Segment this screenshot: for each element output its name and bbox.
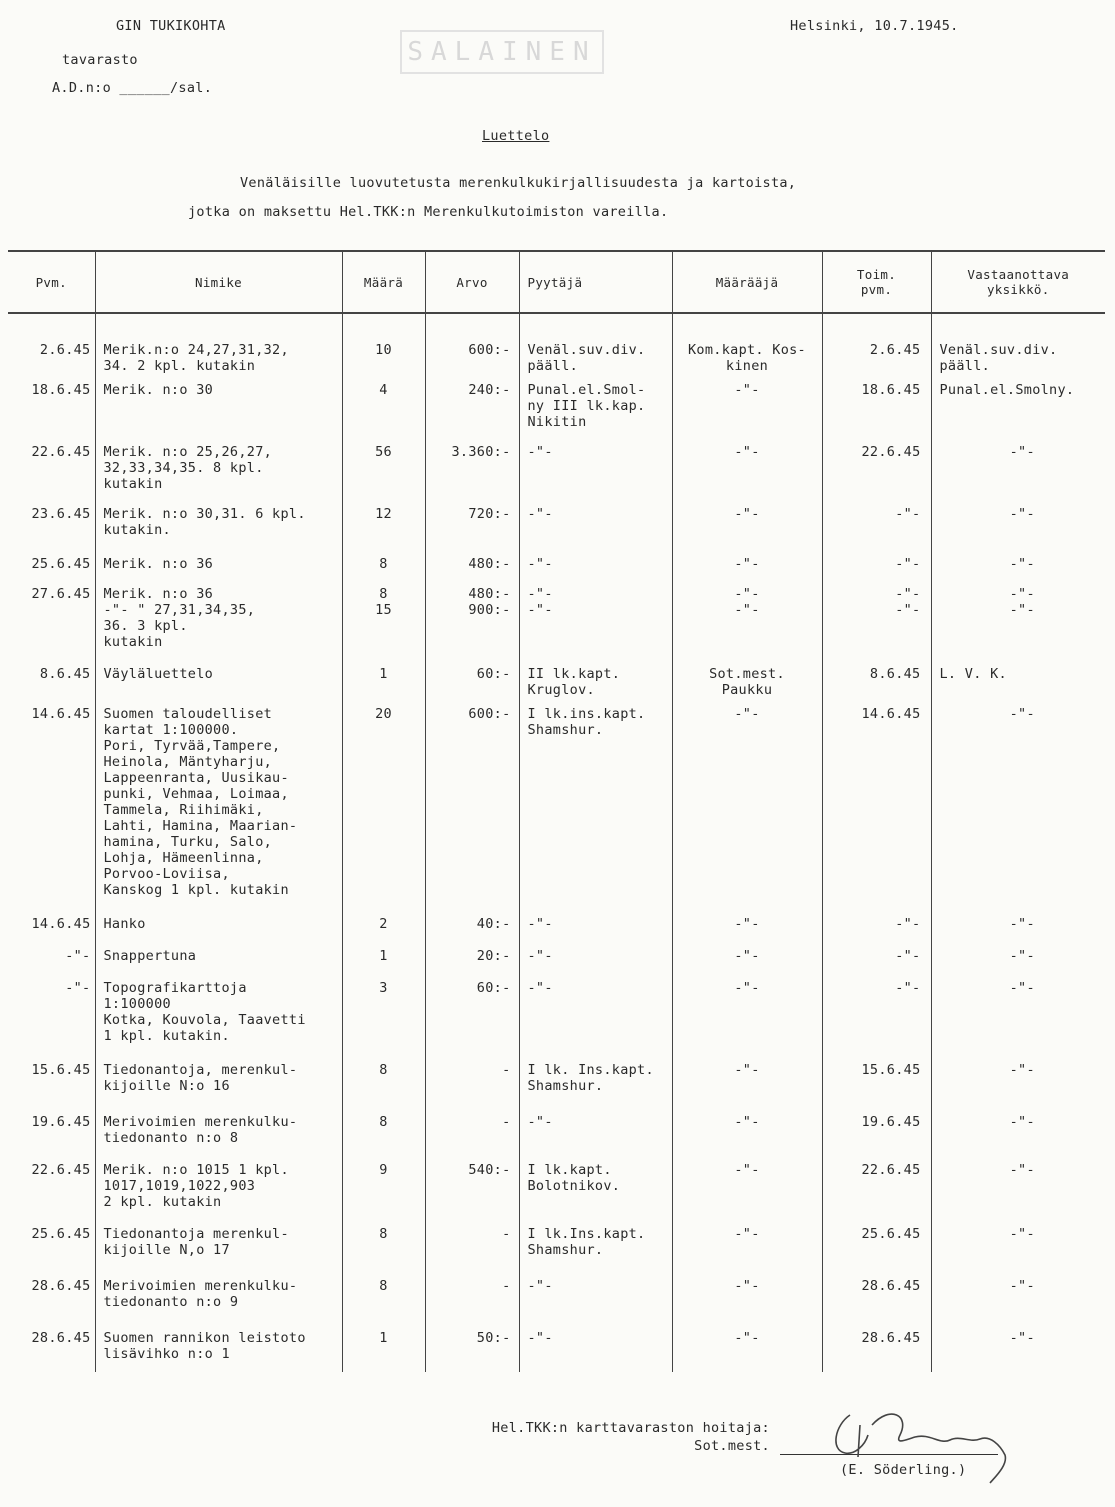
cell-delivery-date: 2.6.45 xyxy=(822,313,931,374)
cell-delivery-date: 25.6.45 xyxy=(822,1218,931,1270)
cell-orderer: -"- -"- xyxy=(672,578,822,658)
header-date: Pvm. xyxy=(8,251,95,313)
cell-item: Merik. n:o 1015 1 kpl. 1017,1019,1022,903 2 kpl. kutakin xyxy=(95,1154,342,1218)
cell-delivery-date: -"- xyxy=(822,908,931,940)
table-row xyxy=(8,908,1105,940)
cell-receiving-unit: -"- -"- xyxy=(1009,586,1035,618)
cell-value: - xyxy=(425,1054,519,1106)
table-row xyxy=(8,1270,1105,1322)
subtitle-line-2: jotka on maksettu Hel.TKK:n Merenkulkutoimiston vareilla. xyxy=(188,204,669,220)
cell-quantity: 8 xyxy=(342,548,425,578)
cell-date: 2.6.45 xyxy=(8,313,95,374)
cell-value: 40:- xyxy=(425,908,519,940)
header-item: Nimike xyxy=(95,251,342,313)
cell-delivery-date: 15.6.45 xyxy=(822,1054,931,1106)
cell-receiving-unit: -"- xyxy=(1009,506,1035,522)
footer-rank: Sot.mest. xyxy=(694,1438,770,1454)
cell-date: -"- xyxy=(8,972,95,1054)
cell-value: 3.360:- xyxy=(425,436,519,498)
cell-date: 25.6.45 xyxy=(8,1218,95,1270)
cell-delivery-date: 22.6.45 xyxy=(822,1154,931,1218)
cell-item: Merik.n:o 24,27,31,32, 34. 2 kpl. kutakin xyxy=(95,313,342,374)
header-value: Arvo xyxy=(425,251,519,313)
header-delivery-date: Toim. pvm. xyxy=(822,251,931,313)
cell-receiving-unit: -"- xyxy=(1009,916,1035,932)
cell-value: - xyxy=(425,1106,519,1154)
cell-date: 27.6.45 xyxy=(8,578,95,658)
cell-requester: I lk.ins.kapt. Shamshur. xyxy=(519,698,672,908)
cell-orderer: -"- xyxy=(672,1322,822,1372)
cell-delivery-date: -"- xyxy=(822,548,931,578)
cell-delivery-date: 18.6.45 xyxy=(822,374,931,436)
cell-item: Merik. n:o 30 xyxy=(95,374,342,436)
cell-quantity: 8 xyxy=(342,1054,425,1106)
cell-value: 720:- xyxy=(425,498,519,548)
cell-date: 28.6.45 xyxy=(8,1270,95,1322)
cell-date: 22.6.45 xyxy=(8,1154,95,1218)
cell-requester: -"- xyxy=(519,972,672,1054)
cell-receiving-unit: -"- xyxy=(1009,1278,1035,1294)
handover-table xyxy=(8,250,1105,1372)
cell-date: 28.6.45 xyxy=(8,1322,95,1372)
cell-item: Merivoimien merenkulku- tiedonanto n:o 9 xyxy=(95,1270,342,1322)
cell-date: 15.6.45 xyxy=(8,1054,95,1106)
cell-requester: -"- xyxy=(519,548,672,578)
cell-requester: -"- xyxy=(519,498,672,548)
cell-item: Topografikarttoja 1:100000 Kotka, Kouvola, Taavetti 1 kpl. kutakin. xyxy=(95,972,342,1054)
cell-item: Hanko xyxy=(95,908,342,940)
table-row xyxy=(8,940,1105,972)
table-row xyxy=(8,1154,1105,1218)
cell-orderer: -"- xyxy=(672,972,822,1054)
cell-orderer: -"- xyxy=(672,498,822,548)
cell-receiving-unit: -"- xyxy=(1009,980,1035,996)
cell-orderer: -"- xyxy=(672,1054,822,1106)
cell-quantity: 1 xyxy=(342,1322,425,1372)
cell-quantity: 1 xyxy=(342,940,425,972)
signer-name: (E. Söderling.) xyxy=(840,1462,967,1478)
cell-item: Suomen rannikon leistoto lisävihko n:o 1 xyxy=(95,1322,342,1372)
cell-receiving-unit: Venäl.suv.div. pääll. xyxy=(939,342,1058,374)
cell-value: 480:- xyxy=(425,548,519,578)
cell-requester: -"- xyxy=(519,436,672,498)
table-header-row xyxy=(8,251,1105,313)
cell-receiving-unit: -"- xyxy=(1009,706,1035,722)
cell-requester: -"- -"- xyxy=(519,578,672,658)
cell-requester: -"- xyxy=(519,908,672,940)
cell-quantity: 2 xyxy=(342,908,425,940)
cell-quantity: 8 xyxy=(342,1218,425,1270)
document-title: Luettelo xyxy=(482,128,550,144)
cell-value: 600:- xyxy=(425,698,519,908)
cell-item: Tiedonantoja merenkul- kijoille N,o 17 xyxy=(95,1218,342,1270)
cell-requester: -"- xyxy=(519,1322,672,1372)
cell-item: Väyläluettelo xyxy=(95,658,342,698)
cell-item: Merik. n:o 36 -"- " 27,31,34,35, 36. 3 kpl. kutakin xyxy=(95,578,342,658)
table-row xyxy=(8,658,1105,698)
cell-receiving-unit: L. V. K. xyxy=(939,666,1007,682)
cell-quantity: 1 xyxy=(342,658,425,698)
cell-requester: I lk. Ins.kapt. Shamshur. xyxy=(519,1054,672,1106)
table-row xyxy=(8,374,1105,436)
header-quantity: Määrä xyxy=(342,251,425,313)
cell-orderer: -"- xyxy=(672,548,822,578)
cell-requester: I lk.kapt. Bolotnikov. xyxy=(519,1154,672,1218)
table-row xyxy=(8,498,1105,548)
cell-delivery-date: -"- xyxy=(822,972,931,1054)
cell-orderer: -"- xyxy=(672,374,822,436)
cell-quantity: 4 xyxy=(342,374,425,436)
table-row xyxy=(8,436,1105,498)
cell-date: 14.6.45 xyxy=(8,908,95,940)
cell-receiving-unit: -"- xyxy=(1009,1330,1035,1346)
table-row xyxy=(8,1218,1105,1270)
cell-requester: Venäl.suv.div. pääll. xyxy=(519,313,672,374)
cell-quantity: 8 15 xyxy=(342,578,425,658)
cell-value: - xyxy=(425,1218,519,1270)
cell-orderer: -"- xyxy=(672,1270,822,1322)
cell-value: - xyxy=(425,1270,519,1322)
cell-item: Snappertuna xyxy=(95,940,342,972)
footer-title: Hel.TKK:n karttavaraston hoitaja: xyxy=(491,1420,770,1436)
cell-delivery-date: 8.6.45 xyxy=(822,658,931,698)
table-row xyxy=(8,1322,1105,1372)
department: tavarasto xyxy=(62,52,138,68)
cell-requester: -"- xyxy=(519,1270,672,1322)
table-row xyxy=(8,972,1105,1054)
cell-receiving-unit: -"- xyxy=(1009,1114,1035,1130)
cell-item: Merik. n:o 30,31. 6 kpl. kutakin. xyxy=(95,498,342,548)
cell-delivery-date: -"- -"- xyxy=(822,578,931,658)
cell-orderer: -"- xyxy=(672,1218,822,1270)
cell-value: 60:- xyxy=(425,972,519,1054)
cell-orderer: -"- xyxy=(672,1106,822,1154)
cell-date: 23.6.45 xyxy=(8,498,95,548)
cell-value: 480:- 900:- xyxy=(425,578,519,658)
header-orderer: Määrääjä xyxy=(672,251,822,313)
cell-requester: -"- xyxy=(519,940,672,972)
table-row xyxy=(8,548,1105,578)
cell-date: 8.6.45 xyxy=(8,658,95,698)
cell-receiving-unit: -"- xyxy=(1009,1226,1035,1242)
cell-value: 540:- xyxy=(425,1154,519,1218)
cell-quantity: 9 xyxy=(342,1154,425,1218)
cell-delivery-date: 28.6.45 xyxy=(822,1270,931,1322)
cell-value: 20:- xyxy=(425,940,519,972)
cell-receiving-unit: -"- xyxy=(1009,1162,1035,1178)
cell-value: 240:- xyxy=(425,374,519,436)
cell-item: Merivoimien merenkulku- tiedonanto n:o 8 xyxy=(95,1106,342,1154)
cell-orderer: -"- xyxy=(672,698,822,908)
cell-requester: -"- xyxy=(519,1106,672,1154)
cell-orderer: -"- xyxy=(672,908,822,940)
cell-requester: II lk.kapt. Kruglov. xyxy=(519,658,672,698)
cell-date: 18.6.45 xyxy=(8,374,95,436)
cell-item: Suomen taloudelliset kartat 1:100000. Pori, Tyrvää,Tampere, Heinola, Mäntyharju, Lappeenranta, Uusikau- punki, Vehmaa, Loimaa, Tammela, Riihimäki, Lahti, Hamina, Maarian- hamina, Turku, Salo, Lohja, Hämeenlinna, Porvoo-Loviisa, Kanskog 1 kpl. kutakin xyxy=(95,698,342,908)
cell-requester: Punal.el.Smol- ny III lk.kap. Nikitin xyxy=(519,374,672,436)
cell-receiving-unit: -"- xyxy=(1009,1062,1035,1078)
cell-quantity: 3 xyxy=(342,972,425,1054)
cell-delivery-date: 22.6.45 xyxy=(822,436,931,498)
stamp-watermark: SALAINEN xyxy=(400,30,604,74)
cell-receiving-unit: -"- xyxy=(1009,948,1035,964)
header-requester: Pyytäjä xyxy=(519,251,672,313)
cell-receiving-unit: -"- xyxy=(1009,444,1035,460)
reference-number: A.D.n:o ______/sal. xyxy=(52,80,213,96)
cell-receiving-unit: Punal.el.Smolny. xyxy=(939,382,1075,398)
cell-requester: I lk.Ins.kapt. Shamshur. xyxy=(519,1218,672,1270)
cell-delivery-date: -"- xyxy=(822,940,931,972)
cell-date: 19.6.45 xyxy=(8,1106,95,1154)
cell-quantity: 12 xyxy=(342,498,425,548)
cell-quantity: 20 xyxy=(342,698,425,908)
org-name: GIN TUKIKOHTA xyxy=(116,18,226,34)
cell-orderer: -"- xyxy=(672,436,822,498)
cell-receiving-unit: -"- xyxy=(1009,556,1035,572)
cell-orderer: -"- xyxy=(672,940,822,972)
cell-quantity: 8 xyxy=(342,1270,425,1322)
cell-date: -"- xyxy=(8,940,95,972)
cell-item: Merik. n:o 25,26,27, 32,33,34,35. 8 kpl. kutakin xyxy=(95,436,342,498)
cell-orderer: Sot.mest. Paukku xyxy=(672,658,822,698)
cell-value: 60:- xyxy=(425,658,519,698)
cell-value: 50:- xyxy=(425,1322,519,1372)
cell-delivery-date: -"- xyxy=(822,498,931,548)
cell-delivery-date: 28.6.45 xyxy=(822,1322,931,1372)
cell-item: Merik. n:o 36 xyxy=(95,548,342,578)
cell-date: 25.6.45 xyxy=(8,548,95,578)
table-row xyxy=(8,1054,1105,1106)
cell-orderer: -"- xyxy=(672,1154,822,1218)
cell-delivery-date: 14.6.45 xyxy=(822,698,931,908)
cell-date: 14.6.45 xyxy=(8,698,95,908)
cell-quantity: 10 xyxy=(342,313,425,374)
cell-quantity: 8 xyxy=(342,1106,425,1154)
table-row xyxy=(8,698,1105,908)
cell-delivery-date: 19.6.45 xyxy=(822,1106,931,1154)
cell-date: 22.6.45 xyxy=(8,436,95,498)
table-row xyxy=(8,578,1105,658)
cell-value: 600:- xyxy=(425,313,519,374)
cell-item: Tiedonantoja, merenkul- kijoille N:o 16 xyxy=(95,1054,342,1106)
cell-quantity: 56 xyxy=(342,436,425,498)
table-row xyxy=(8,1106,1105,1154)
cell-orderer: Kom.kapt. Kos- kinen xyxy=(672,313,822,374)
place-date: Helsinki, 10.7.1945. xyxy=(790,18,959,34)
table-row xyxy=(8,313,1105,374)
subtitle-line-1: Venäläisille luovutetusta merenkulkukirjallisuudesta ja kartoista, xyxy=(240,175,797,191)
table-body xyxy=(8,313,1105,1372)
header-receiving-unit: Vastaanottava yksikkö. xyxy=(931,251,1105,313)
